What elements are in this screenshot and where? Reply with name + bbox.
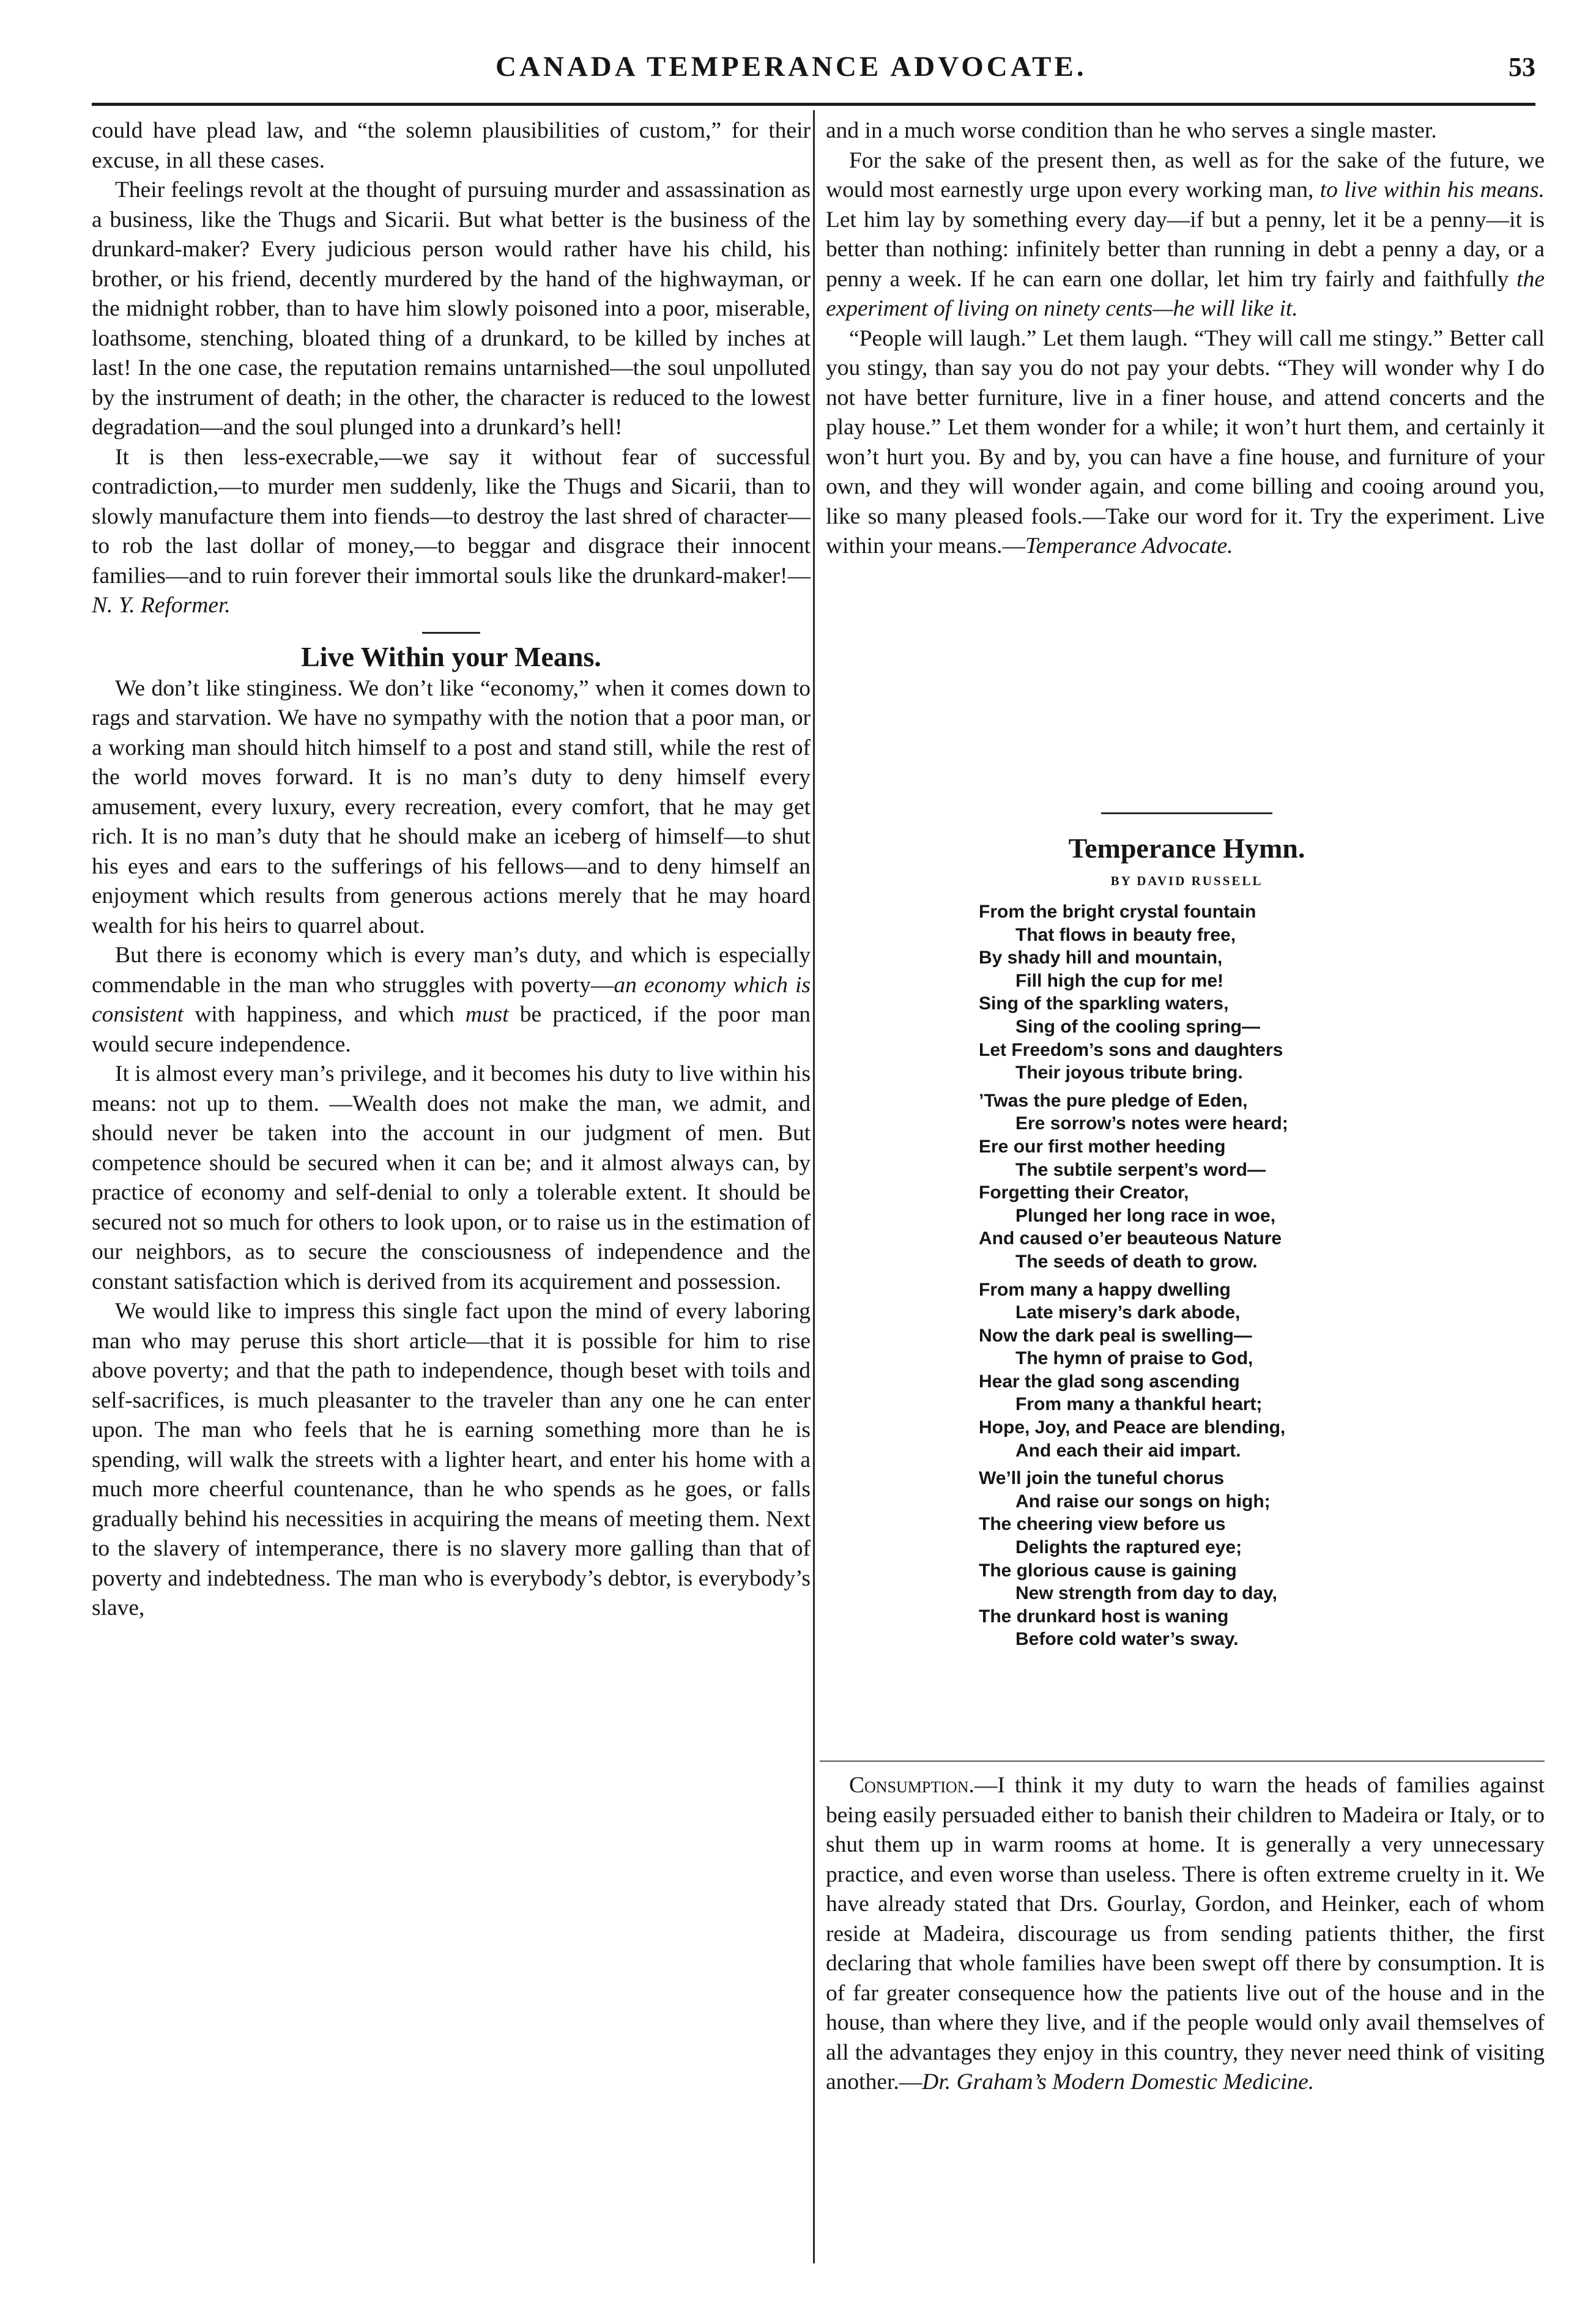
verse-line: By shady hill and mountain,: [979, 948, 1223, 968]
verse-line: Before cold water’s sway.: [1015, 1629, 1239, 1650]
paragraph-text: —I think it my duty to warn the heads of families against being easily persuaded either to banish their children to Madeira or Italy, or to shut them up in warm rooms at home. It is generally a very unnecessary practice, and even worse than useless. There is often extreme cruelty in it. We have already stated that Drs. Gourlay, Gordon, and Heinker, each of whom reside at Madeira, discourage us from sending patients thither, the first declaring that whole families have been swept off there by consumption. It is of far greater consequence how the patients live out of the house and in the house, than where they live, and if the people would only avail themselves of all the advantages they enjoy in this country, they never need think of visiting another.—: [826, 1773, 1545, 2095]
verse-line: The cheering view before us: [979, 1514, 1226, 1535]
verse-line: Ere our first mother heeding: [979, 1136, 1226, 1157]
verse-line: Sing of the cooling spring—: [1015, 1016, 1260, 1037]
hymn-stanza: [979, 1089, 1468, 1274]
emphasis-text: the experiment of living on ninety cents—he will like it.: [826, 266, 1545, 321]
verse-line: The subtile serpent’s word—: [1015, 1159, 1266, 1180]
hymn-stanza: [979, 1467, 1468, 1651]
paragraph-text: But there is economy which is every man’s duty, and which is especially commendable in the man who struggles with poverty—: [92, 943, 811, 998]
paragraph-text: be practiced, if the poor man would secure independence.: [92, 1002, 811, 1057]
verse-line: Plunged her long race in woe,: [1015, 1205, 1276, 1226]
paragraph: [826, 146, 1545, 324]
paragraph: could have plead law, and “the solemn plausibilities of custom,” for their excuse, in all these cases.: [92, 118, 811, 173]
paragraph: We would like to impress this single fact upon the mind of every laboring man who may peruse this short article—that it is possible for him to rise above poverty; and that the path to independence, though beset with toils and self-sacrifices, is much pleasanter to the traveler than any one he can enter upon. The man who feels that he is earning something more than he is spending, will walk the streets with a lighter heart, and enter his home with a much more cheerful countenance, than he who spends as he goes, or falls gradually behind his necessities in acquiring the means of meeting them. Next to the slavery of intemperance, there is no slavery more galling than that of poverty and indebtedness. The man who is everybody’s debtor, is everybody’s slave,: [92, 1299, 811, 1620]
source-attribution: Temperance Advocate.: [1025, 533, 1233, 558]
verse-line: Sing of the sparkling waters,: [979, 993, 1229, 1014]
article-separator: [1101, 812, 1272, 814]
verse-line: The seeds of death to grow.: [1015, 1251, 1258, 1272]
header-rule: [92, 103, 1535, 106]
source-attribution: N. Y. Reformer.: [92, 593, 231, 618]
verse-line: From many a happy dwelling: [979, 1279, 1231, 1300]
paragraph-text: with happiness, and which: [195, 1002, 455, 1027]
paragraph-text: Let him lay by something every day—if but a penny, let it be a penny—it is better than nothing: infinitely better than running in debt a penny a day, or a penny a week. If he can earn one dollar, let him try fairly and faithfully: [826, 207, 1545, 292]
paragraph: [92, 941, 811, 1059]
verse-line: Late misery’s dark abode,: [1015, 1302, 1241, 1323]
verse-line: Ere sorrow’s notes were heard;: [1015, 1113, 1288, 1134]
verse-line: Forgetting their Creator,: [979, 1182, 1189, 1203]
verse-line: The drunkard host is waning: [979, 1606, 1229, 1627]
verse-line: Let Freedom’s sons and daughters: [979, 1039, 1283, 1060]
verse-line: Their joyous tribute bring.: [1015, 1063, 1243, 1083]
column-divider: [813, 110, 815, 2263]
verse-line: Fill high the cup for me!: [1015, 970, 1223, 991]
paragraph: [92, 443, 811, 621]
verse-line: That flows in beauty free,: [1015, 924, 1236, 945]
paragraph: Their feelings revolt at the thought of pursuing murder and assassination as a business, like the Thugs and Sicarii. But what better is the business of the drunkard-maker? Every judicious person would rather have his child, his brother, or his friend, decently murdered by the hand of the highwayman, or the midnight robber, than to have him slowly poisoned into a poor, miserable, loathsome, stenching, bloated thing of a drunkard, to be killed by inches at last! In the one case, the reputation remains untarnished—the soul unpolluted by the instrument of death; in the other, the character is reduced to the lowest degradation—and the soul plunged into a drunkard’s hell!: [92, 177, 811, 440]
hymn-stanza: [979, 900, 1468, 1085]
verse-line: The glorious cause is gaining: [979, 1560, 1237, 1581]
source-attribution: Dr. Graham’s Modern Domestic Medicine.: [922, 2069, 1315, 2095]
verse-line: And each their aid impart.: [1015, 1440, 1241, 1461]
verse-line: Now the dark peal is swelling—: [979, 1325, 1252, 1346]
hymn-stanza: [979, 1278, 1468, 1463]
left-column: [92, 116, 811, 1623]
verse-line: From many a thankful heart;: [1015, 1394, 1263, 1415]
paragraph: It is almost every man’s privilege, and it becomes his duty to live within his means: not up to them. —Wealth does not make the man, we admit, and should never be taken into the account in our judgment of men. But competence should be secured when it can be; and it almost always can, by practice of economy and self-denial to only a tolerable extent. It should be secured not so much for others to look upon, or to raise us in the estimation of our neighbors, as to secure the consciousness of independence and the constant satisfaction which is derived from its acquirement and possession.: [92, 1061, 811, 1294]
hymn-title: Temperance Hymn.: [1068, 833, 1305, 864]
section-lead: Consumption.: [849, 1773, 974, 1798]
paragraph: and in a much worse condition than he who serves a single master.: [826, 118, 1437, 143]
emphasis-text: an economy which is consistent: [92, 972, 811, 1027]
paragraph-text: For the sake of the present then, as well as for the sake of the future, we would most earnestly urge upon every working man,: [826, 147, 1545, 202]
right-column-bottom: [826, 1771, 1545, 2098]
right-column-top: [826, 116, 1545, 562]
verse-line: And raise our songs on high;: [1015, 1491, 1271, 1512]
verse-line: Hope, Joy, and Peace are blending,: [979, 1417, 1286, 1438]
hymn-author: BY DAVID RUSSELL: [1110, 874, 1263, 888]
paragraph: [826, 1771, 1545, 2098]
emphasis-text: must: [465, 1002, 509, 1027]
page-number: 53: [1509, 52, 1535, 82]
paragraph-text: “People will laugh.” Let them laugh. “They will call me stingy.” Better call you stingy, than say you do not pay your debts. “They will wonder why I do not have better furniture, live in a finer house, and attend concerts and the play house.” Let them wonder for a while; it won’t hurt them, and certainly it won’t hurt you. By and by, you can have a fine house, and furniture of your own, and they will wonder again, and come billing and cooing around you, like so many pleased fools.—Take our word for it. Try the experiment. Live within your means.—: [826, 325, 1545, 558]
paragraph: We don’t like stinginess. We don’t like “economy,” when it comes down to rags and starvation. We have no sympathy with the notion that a poor man, or a working man should hitch himself to a post and stand still, while the rest of the world moves forward. It is no man’s duty to deny himself every amusement, every luxury, every recreation, every comfort, that he may get rich. It is no man’s duty that he should make an iceberg of himself—to shut his eyes and ears to the sufferings of his fellows—and to deny himself an enjoyment which results from generous actions merely that he may hoard wealth for his heirs to quarrel about.: [92, 675, 811, 938]
article-title: Live Within your Means.: [301, 640, 601, 672]
verse-line: New strength from day to day,: [1015, 1583, 1277, 1604]
verse-line: Hear the glad song ascending: [979, 1371, 1240, 1392]
verse-line: And caused o’er beauteous Nature: [979, 1228, 1282, 1249]
verse-line: We’ll join the tuneful chorus: [979, 1468, 1225, 1489]
newspaper-title: CANADA TEMPERANCE ADVOCATE.: [496, 51, 1087, 83]
page-header: [92, 50, 1535, 94]
hymn-verses: [979, 900, 1468, 1656]
emphasis-text: to live within his means.: [1319, 177, 1545, 202]
verse-line: From the bright crystal fountain: [979, 902, 1256, 922]
paragraph: [826, 324, 1545, 562]
verse-line: The hymn of praise to God,: [1015, 1348, 1253, 1369]
verse-line: Delights the raptured eye;: [1015, 1537, 1242, 1558]
section-rule: [820, 1761, 1545, 1762]
paragraph-text: It is then less-execrable,—we say it without fear of successful contradiction,—to murder men suddenly, like the Thugs and Sicarii, than to slowly manufacture them into fiends—to destroy the last shred of character—to rob the last dollar of money,—to beggar and disgrace their innocent families—and to ruin forever their immortal souls like the drunkard-maker!—: [92, 444, 811, 588]
verse-line: ’Twas the pure pledge of Eden,: [979, 1090, 1248, 1111]
